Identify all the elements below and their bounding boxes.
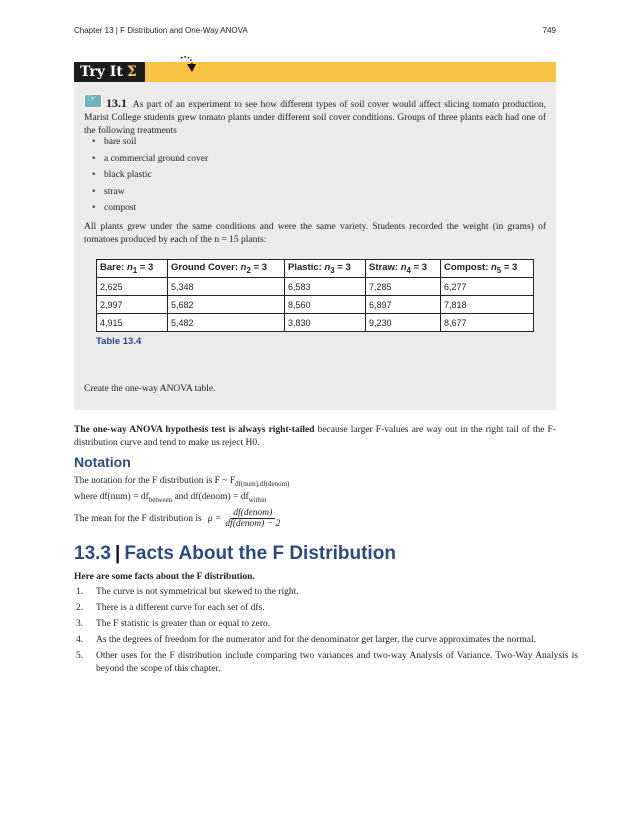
table-cell: 8,677	[441, 314, 534, 332]
chapter-title: Chapter 13 | F Distribution and One-Way ANOVA	[74, 26, 248, 35]
table-cell: 2,997	[97, 296, 168, 314]
try-it-banner	[74, 62, 556, 82]
table-cell: 7,818	[441, 296, 534, 314]
table-row	[97, 314, 534, 332]
table-caption: Table 13.4	[96, 336, 142, 347]
example-intro	[84, 94, 546, 138]
table-cell: 3,830	[285, 314, 366, 332]
tomato-weights-table	[96, 259, 534, 332]
list-item: 4. As the degrees of freedom for the numerator and for the denominator get larger, the curve approximates the normal.	[76, 635, 536, 645]
table-cell: 6,583	[285, 278, 366, 296]
example-task: Create the one-way ANOVA table.	[84, 384, 216, 394]
example-paragraph: All plants grew under the same conditions and were the same variety. Students recorded the weight (in grams) of tomatoes produced by each of the n = 15 plants:	[84, 222, 546, 245]
column-header: Plastic: $n_3 = 3$	[285, 260, 366, 278]
table-row	[97, 278, 534, 296]
mean-text: The mean for the F distribution is	[74, 513, 202, 524]
hand-pointer-icon	[84, 94, 102, 108]
section-title	[74, 543, 396, 565]
notation-text: The notation for the F distribution is F ~ F	[74, 476, 236, 486]
table-cell: 5,682	[168, 296, 285, 314]
example-intro-text: As part of an experiment to see how different types of soil cover would affect slicing tomato production, Marist College students grew tomato plants under different soil cover conditions. Groups of three plants each had one of the following treatments	[84, 100, 546, 136]
column-header: Bare: $n_1 = 3$	[97, 260, 168, 278]
notation-line	[74, 476, 289, 488]
df-text-b: and df(denom) = df	[172, 492, 249, 502]
table-cell: 8,560	[285, 296, 366, 314]
list-item: • bare soil	[104, 134, 208, 151]
treatment-list	[84, 134, 208, 217]
column-header: Compost: $n_5 = 3$	[441, 260, 534, 278]
list-item: • black plastic	[104, 167, 208, 184]
dotted-arrow-icon	[180, 54, 200, 80]
section-number: 13.3	[74, 543, 111, 564]
notation-subscript: df(num),df(denom)	[235, 479, 290, 488]
df-text-a: where df(num) = df	[74, 492, 149, 502]
try-it-label	[74, 62, 145, 82]
list-item: • a commercial ground cover	[104, 151, 208, 168]
list-item: • straw	[104, 184, 208, 201]
right-tailed-rest: because larger F-values are way out in the right tail of the F-distribution curve and tend to make us reject H0.	[74, 425, 556, 448]
section-divider: |	[114, 543, 121, 564]
df-subscript-within: within	[248, 495, 267, 504]
table-row	[97, 296, 534, 314]
try-it-box	[74, 82, 556, 410]
try-it-text: Try It	[80, 64, 123, 80]
column-header: Ground Cover: $n_2 = 3$	[168, 260, 285, 278]
table-cell: 4,915	[97, 314, 168, 332]
page-number: 749	[542, 26, 556, 35]
sigma-icon: Σ	[126, 64, 137, 80]
facts-list	[74, 586, 578, 679]
table-header-row	[97, 260, 534, 278]
right-tailed-bold: The one-way ANOVA hypothesis test is always right-tailed	[74, 425, 315, 435]
mean-fraction	[225, 508, 280, 529]
table-cell: 6,897	[366, 296, 441, 314]
table-cell: 5,348	[168, 278, 285, 296]
table-cell: 6,277	[441, 278, 534, 296]
list-item: 5. Other uses for the F distribution include comparing two variances and two-way Analysis of Variance. Two-Way Analysis is beyond the scope of this chapter.	[76, 651, 578, 674]
table-cell: 5,482	[168, 314, 285, 332]
list-item: • compost	[104, 200, 208, 217]
example-number: 13.1	[106, 96, 127, 110]
list-item: 3. The F statistic is greater than or equal to zero.	[76, 619, 271, 629]
right-tailed-paragraph	[74, 424, 556, 450]
fraction-numerator: df(denom)	[230, 508, 275, 519]
table-cell: 9,230	[366, 314, 441, 332]
list-item: 1. The curve is not symmetrical but skewed to the right.	[76, 587, 299, 597]
df-definition-line	[74, 492, 267, 504]
facts-intro: Here are some facts about the F distribution.	[74, 572, 255, 582]
table-cell: 7,285	[366, 278, 441, 296]
mean-line	[74, 508, 280, 529]
df-subscript-between: between	[148, 495, 173, 504]
list-item: 2. There is a different curve for each set of dfs.	[76, 603, 265, 613]
section-title-text: Facts About the F Distribution	[124, 543, 396, 564]
page-header	[74, 26, 556, 35]
notation-heading: Notation	[74, 454, 131, 470]
mean-symbol: μ =	[207, 513, 222, 524]
table-cell: 2,625	[97, 278, 168, 296]
fraction-denominator: df(denom) − 2	[225, 519, 281, 529]
column-header: Straw: $n_4 = 3$	[366, 260, 441, 278]
